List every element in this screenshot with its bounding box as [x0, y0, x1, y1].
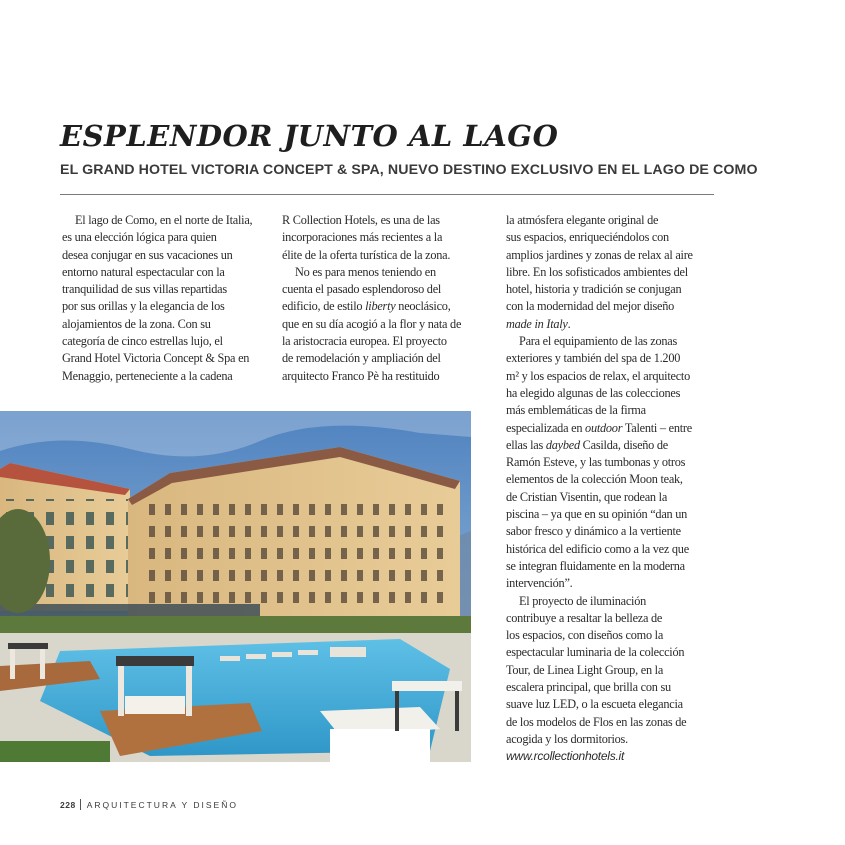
text-line: R Collection Hotels, es una de las: [282, 213, 440, 227]
title-divider: [60, 194, 714, 195]
footer-separator: [80, 799, 81, 810]
text-line: de remodelación y ampliación del: [282, 351, 441, 366]
paragraph: [282, 212, 478, 264]
lawn: [0, 741, 110, 762]
text-line: Para el equipamiento de las zonas: [519, 334, 678, 349]
article-title: ESPLENDOR JUNTO AL LAGO: [60, 119, 559, 153]
text-line: arquitecto Franco Pè ha restituido: [282, 368, 440, 383]
paragraph: [506, 593, 720, 766]
text-line: [282, 298, 478, 315]
text-line: No es para menos teniendo en: [295, 264, 436, 279]
text-line: incorporaciones más recientes a la: [282, 230, 443, 245]
text-line: se integran fluidamente en la moderna: [506, 558, 685, 573]
text-line: [506, 316, 720, 333]
text-run: especializada en: [506, 420, 586, 435]
text-line: cuenta el pasado esplendoroso del: [282, 282, 442, 297]
section-name: ARQUITECTURA Y DISEÑO: [86, 800, 238, 810]
text-line: Grand Hotel Victoria Concept & Spa en: [62, 351, 250, 366]
italic-term: liberty: [365, 299, 396, 314]
text-line: escalera principal, que brilla con su: [506, 680, 671, 695]
text-line: El lago de Como, en el norte de Italia,: [75, 213, 253, 227]
text-line: es una elección lógica para quien: [62, 230, 217, 245]
text-column-2: [282, 212, 478, 385]
text-line: con la modernidad del mejor diseño: [506, 299, 675, 314]
text-line: más emblemáticas de la firma: [506, 403, 646, 418]
text-line: desea conjugar en sus vacaciones un: [62, 247, 233, 262]
text-line: alojamientos de la zona. Con su: [62, 316, 211, 331]
text-line: libre. En los sofisticados ambientes del: [506, 264, 688, 279]
italic-term: daybed: [545, 437, 580, 452]
paragraph: [506, 212, 720, 333]
hotel-photo: [0, 411, 471, 762]
text-line: amplios jardines y zonas de relax al aire: [506, 247, 693, 262]
text-run: edificio, de estilo: [282, 299, 366, 314]
text-line: m² y los espacios de relax, el arquitecto: [506, 368, 690, 383]
paragraph: [506, 333, 720, 592]
text-column-3: [506, 212, 720, 766]
text-line: contribuye a resaltar la belleza de: [506, 610, 663, 625]
page-footer: [60, 799, 238, 810]
text-line: [506, 437, 720, 454]
text-line: de los modelos de Flos en las zonas de: [506, 714, 687, 729]
italic-term: outdoor: [585, 420, 623, 435]
website-url: www.rcollectionhotels.it: [506, 749, 625, 764]
main-windows: [140, 503, 450, 613]
text-line: la aristocracia europea. El proyecto: [282, 334, 447, 349]
text-line: elementos de la colección Moon teak,: [506, 472, 683, 487]
text-line: la atmósfera elegante original de: [506, 213, 659, 227]
text-line: por sus orillas y la elegancia de los: [62, 299, 225, 314]
text-line: de Cristian Visentin, que rodean la: [506, 489, 668, 504]
text-line: hotel, historia y tradición se conjugan: [506, 282, 682, 297]
text-line: exteriores y también del spa de 1.200: [506, 351, 681, 366]
text-line: sabor fresco y dinámico a la vertiente: [506, 524, 681, 539]
article-subtitle: EL GRAND HOTEL VICTORIA CONCEPT & SPA, NUEVO DESTINO EXCLUSIVO EN EL LAGO DE COMO: [60, 162, 758, 178]
text-line: Tour, de Linea Light Group, en la: [506, 662, 664, 677]
text-line: categoría de cinco estrellas lujo, el: [62, 334, 223, 349]
text-run: neoclásico,: [395, 299, 451, 314]
text-line: espectacular luminaria de la colección: [506, 645, 685, 660]
text-run: Casilda, diseño de: [579, 437, 669, 452]
text-line: que en su día acogió a la flor y nata de: [282, 316, 462, 331]
paragraph: [282, 264, 478, 385]
text-line: Menaggio, perteneciente a la cadena: [62, 368, 233, 383]
text-line: ha elegido algunas de las colecciones: [506, 385, 681, 400]
text-run: Talenti – entre: [622, 420, 692, 435]
text-line: sus espacios, enriqueciéndolos con: [506, 230, 669, 245]
paragraph: [62, 212, 276, 385]
text-line: tranquilidad de sus villas repartidas: [62, 282, 227, 297]
text-line: histórica del edificio como a la vez que: [506, 541, 689, 556]
italic-term: made in Italy: [506, 316, 568, 331]
text-line: entorno natural espectacular con la: [62, 264, 225, 279]
text-line: intervención”.: [506, 576, 573, 591]
text-line: [506, 420, 720, 437]
text-line: los espacios, con diseños como la: [506, 628, 664, 643]
text-line: Ramón Esteve, y las tumbonas y otros: [506, 455, 686, 470]
text-column-1: [62, 212, 276, 385]
text-line: piscina – ya que en su opinión “dan un: [506, 507, 688, 522]
text-line: acogida y los dormitorios.: [506, 731, 628, 746]
text-line: El proyecto de iluminación: [519, 593, 647, 608]
text-run: .: [567, 316, 571, 331]
text-line: suave luz LED, o la escueta elegancia: [506, 697, 683, 712]
text-line: élite de la oferta turística de la zona.: [282, 247, 451, 262]
page-number: 228: [60, 800, 76, 810]
text-run: ellas las: [506, 437, 546, 452]
